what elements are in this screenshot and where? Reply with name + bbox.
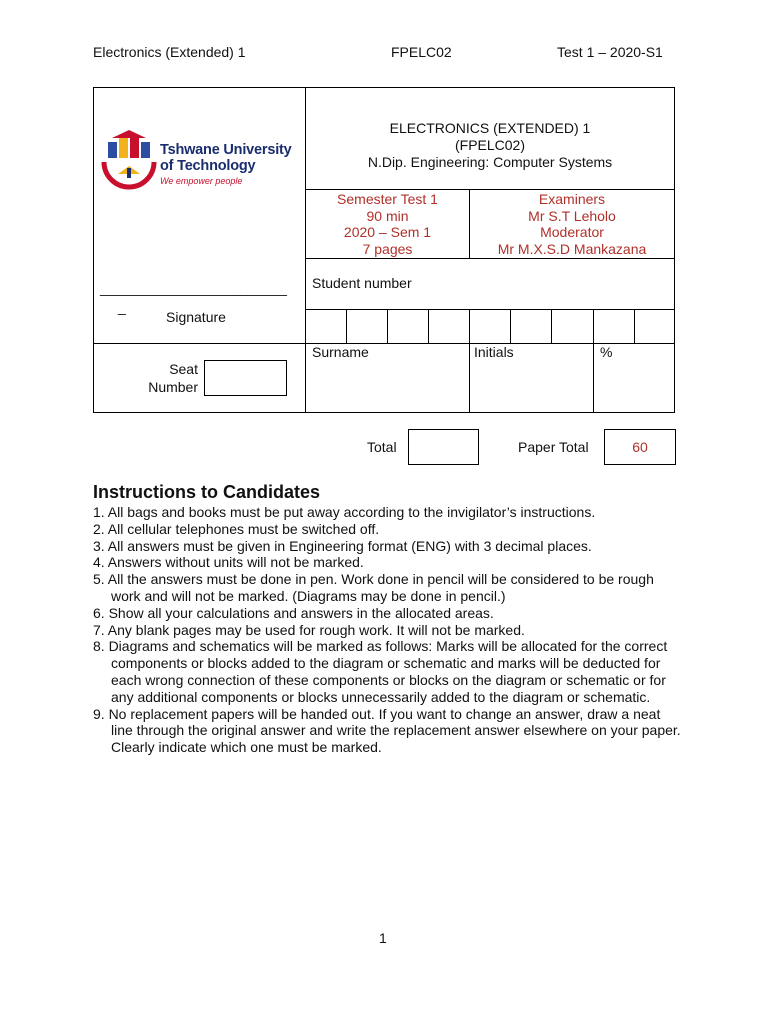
instruction-item: 4. Answers without units will not be marked. bbox=[93, 554, 364, 571]
total-box[interactable] bbox=[408, 429, 479, 465]
instruction-item: 8. Diagrams and schematics will be marked as follows: Marks will be allocated for the correct components or blocks added to the diagram or schematic and marks will be deducted for each wrong connection of these components or blocks on the diagram or schematic or for any additional components or blocks unnecessarily added to the diagram or schematic. bbox=[93, 638, 668, 705]
instructions-list bbox=[93, 504, 683, 756]
test-info bbox=[306, 191, 469, 257]
student-digit-cell[interactable] bbox=[551, 309, 552, 343]
course-program: N.Dip. Engineering: Computer Systems bbox=[367, 154, 613, 170]
instruction-item: 6. Show all your calculations and answers in the allocated areas. bbox=[93, 604, 494, 621]
student-number-label: Student number bbox=[312, 275, 412, 291]
initials-label: Initials bbox=[474, 344, 514, 360]
signature-dash: _ bbox=[118, 299, 126, 315]
table-divider bbox=[93, 343, 675, 344]
university-emblem-icon bbox=[100, 128, 158, 192]
university-logo bbox=[100, 126, 300, 192]
paper-total-value: 60 bbox=[604, 429, 676, 465]
examiner-name: Mr S.T Leholo bbox=[528, 207, 616, 224]
student-digit-cell[interactable] bbox=[428, 309, 429, 343]
course-info bbox=[306, 120, 674, 171]
student-digit-cell[interactable] bbox=[346, 309, 347, 343]
signature-label: Signature bbox=[166, 309, 226, 325]
student-digit-cell[interactable] bbox=[634, 309, 635, 343]
seat-label-line2: Number bbox=[148, 379, 198, 395]
moderator-heading: Moderator bbox=[540, 224, 604, 240]
student-digit-cell[interactable] bbox=[387, 309, 388, 343]
instruction-item: 9. No replacement papers will be handed out. If you want to change an answer, draw a neat line through the original answer and write the replacement answer elsewhere on your paper. Clearly indicate which one must be marked. bbox=[93, 705, 681, 756]
total-label: Total bbox=[367, 439, 397, 455]
header-course-name: Electronics (Extended) 1 bbox=[93, 44, 246, 60]
page-number: 1 bbox=[379, 930, 387, 946]
table-divider bbox=[305, 309, 675, 310]
student-digit-cell[interactable] bbox=[510, 309, 511, 343]
signature-line[interactable]: ________________________ bbox=[100, 280, 287, 296]
instruction-item: 7. Any blank pages may be used for rough work. It will not be marked. bbox=[93, 621, 525, 638]
instruction-item: 5. All the answers must be done in pen. Work done in pencil will be considered to be rough work and will not be marked. (Diagrams may be done in pencil.) bbox=[93, 571, 654, 604]
percent-label: % bbox=[600, 344, 613, 360]
instruction-item: 2. All cellular telephones must be switched off. bbox=[93, 520, 380, 537]
seat-label-line1: Seat bbox=[169, 361, 198, 377]
surname-label: Surname bbox=[312, 344, 369, 360]
seat-number-box[interactable] bbox=[204, 360, 287, 396]
instructions-title: Instructions to Candidates bbox=[93, 482, 321, 502]
moderator-name: Mr M.X.S.D Mankazana bbox=[497, 240, 647, 257]
test-term: 2020 – Sem 1 bbox=[343, 224, 432, 240]
table-divider bbox=[305, 189, 675, 190]
student-digit-cell[interactable] bbox=[593, 309, 594, 343]
table-divider bbox=[593, 343, 594, 413]
course-title: ELECTRONICS (EXTENDED) 1 bbox=[389, 120, 591, 136]
course-code: (FPELC02) bbox=[454, 137, 526, 153]
test-duration: 90 min bbox=[366, 207, 409, 224]
instruction-item: 1. All bags and books must be put away according to the invigilator’s instructions. bbox=[93, 504, 596, 520]
paper-total-label: Paper Total bbox=[518, 439, 589, 455]
university-name-line1: Tshwane University bbox=[160, 142, 292, 158]
test-name: Semester Test 1 bbox=[337, 191, 438, 207]
university-name-line2: of Technology bbox=[160, 158, 256, 174]
university-tagline: We empower people bbox=[160, 176, 243, 186]
student-digit-cell[interactable] bbox=[469, 309, 470, 343]
examiners-info bbox=[470, 191, 674, 257]
table-divider bbox=[305, 258, 675, 259]
header-course-code: FPELC02 bbox=[391, 44, 452, 60]
table-divider bbox=[469, 343, 470, 413]
instruction-item: 3. All answers must be given in Engineering format (ENG) with 3 decimal places. bbox=[93, 537, 592, 554]
examiners-heading: Examiners bbox=[538, 191, 606, 207]
university-name bbox=[160, 142, 292, 174]
seat-number-label bbox=[140, 360, 198, 396]
test-pages: 7 pages bbox=[362, 240, 413, 257]
header-test-id: Test 1 – 2020-S1 bbox=[557, 44, 663, 60]
